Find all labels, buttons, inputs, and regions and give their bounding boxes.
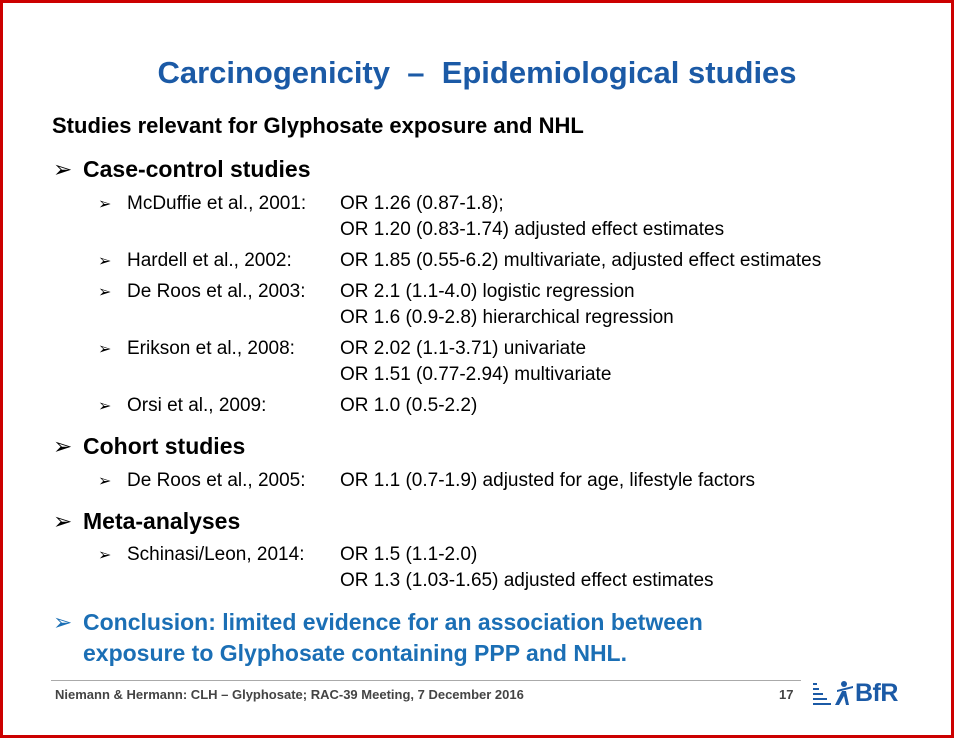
bullet-arrow-icon: ➢ [98, 547, 112, 564]
study-name: De Roos et al., 2003: [127, 281, 306, 302]
study-name: McDuffie et al., 2001: [127, 193, 307, 214]
study-results [340, 336, 611, 388]
study-name: Schinasi/Leon, 2014: [127, 544, 305, 565]
section-heading-cohort [53, 433, 245, 460]
study-item [98, 542, 714, 591]
study-name: Erikson et al., 2008: [127, 338, 295, 359]
bullet-arrow-icon: ➢ [53, 433, 73, 459]
page-number: 17 [779, 687, 794, 702]
study-result-line: OR 1.85 (0.55-6.2) multivariate, adjusted effect estimates [340, 250, 822, 271]
study-name: Orsi et al., 2009: [127, 395, 267, 416]
study-item [98, 468, 756, 495]
conclusion-line: Conclusion: limited evidence for an association between [83, 609, 703, 635]
study-results [340, 248, 821, 274]
study-results [340, 191, 724, 243]
footer-divider [51, 680, 801, 681]
study-result-line: OR 1.5 (1.1-2.0) [340, 544, 478, 565]
slide-title: Carcinogenicity – Epidemiological studies [157, 55, 797, 90]
study-results [340, 279, 674, 331]
study-result-line: OR 2.02 (1.1-3.71) univariate [340, 338, 587, 359]
bullet-arrow-icon: ➢ [53, 609, 73, 635]
study-results [340, 468, 755, 494]
study-item [98, 279, 674, 328]
study-item [98, 191, 725, 240]
study-name: Hardell et al., 2002: [127, 250, 292, 271]
study-result-line: OR 1.6 (0.9-2.8) hierarchical regression [340, 307, 674, 328]
section-heading-label: Meta-analyses [83, 508, 241, 534]
study-result-line: OR 1.51 (0.77-2.94) multivariate [340, 364, 612, 385]
conclusion-text [83, 607, 703, 669]
section-heading-label: Cohort studies [83, 433, 246, 459]
section-heading-meta-analyses [53, 508, 240, 535]
bullet-arrow-icon: ➢ [53, 508, 73, 534]
bullet-arrow-icon: ➢ [98, 398, 112, 415]
slide-subtitle: Studies relevant for Glyphosate exposure and NHL [52, 113, 584, 138]
bullet-arrow-icon: ➢ [98, 473, 112, 490]
bullet-arrow-icon: ➢ [98, 196, 112, 213]
study-results [340, 542, 714, 594]
study-name: De Roos et al., 2005: [127, 470, 306, 491]
section-heading-case-control [53, 156, 311, 183]
bullet-arrow-icon: ➢ [53, 156, 73, 182]
study-result-line: OR 1.0 (0.5-2.2) [340, 395, 478, 416]
bullet-arrow-icon: ➢ [98, 253, 112, 270]
study-item [98, 248, 822, 275]
footer-citation: Niemann & Hermann: CLH – Glyphosate; RAC-39 Meeting, 7 December 2016 [55, 687, 524, 702]
study-item [98, 393, 478, 420]
study-result-line: OR 1.1 (0.7-1.9) adjusted for age, lifestyle factors [340, 470, 756, 491]
study-result-line: OR 1.3 (1.03-1.65) adjusted effect estimates [340, 570, 714, 591]
study-result-line: OR 2.1 (1.1-4.0) logistic regression [340, 281, 635, 302]
study-result-line: OR 1.20 (0.83-1.74) adjusted effect estimates [340, 219, 725, 240]
bullet-arrow-icon: ➢ [98, 341, 112, 358]
bfr-logo-text: BfR [855, 679, 898, 707]
bullet-arrow-icon: ➢ [98, 284, 112, 301]
study-result-line: OR 1.26 (0.87-1.8); [340, 193, 504, 214]
conclusion-line: exposure to Glyphosate containing PPP and NHL. [83, 640, 627, 666]
section-heading-label: Case-control studies [83, 156, 311, 182]
study-item [98, 336, 612, 385]
study-results [340, 393, 477, 419]
